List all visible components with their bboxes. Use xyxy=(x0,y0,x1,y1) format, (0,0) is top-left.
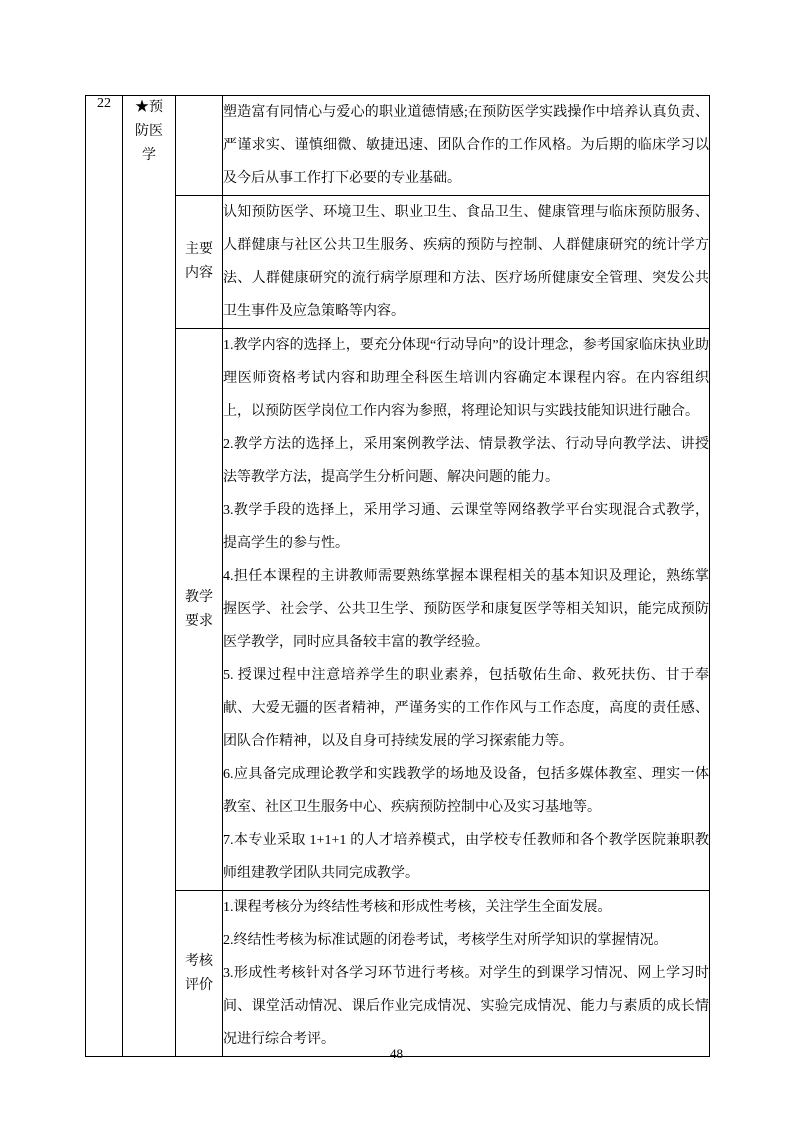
section-content-teaching-requirements xyxy=(223,329,710,891)
course-number-cell xyxy=(86,96,123,1057)
section-label: 考核评价 xyxy=(185,953,213,993)
section-label: 教学要求 xyxy=(185,589,213,629)
table-row xyxy=(86,96,710,196)
course-table xyxy=(85,95,710,1057)
paragraph: 1.课程考核分为终结性考核和形成性考核，关注学生全面发展。 xyxy=(223,900,612,915)
section-content-assessment xyxy=(223,891,710,1057)
paragraph: 5. 授课过程中注意培养学生的职业素养，包括敬佑生命、救死扶伤、甘于奉献、大爱无疆的医者精神，严谨务实的工作作风与工作态度，高度的责任感、团队合作精神，以及自身可持续发展的学习探索能力等。 xyxy=(223,668,709,749)
paragraph: 2.终结性考核为标准试题的闭卷考试，考核学生对所学知识的掌握情况。 xyxy=(223,933,668,948)
section-label: 主要内容 xyxy=(185,242,213,281)
paragraph: 7.本专业采取 1+1+1 的人才培养模式，由学校专任教师和各个教学医院兼职教师组建教学团队共同完成教学。 xyxy=(223,833,709,881)
section-label-cell-assessment xyxy=(176,891,223,1057)
paragraph: 6.应具备完成理论教学和实践教学的场地及设备，包括多媒体教室、理实一体教室、社区卫生服务中心、疾病预防控制中心及实习基地等。 xyxy=(223,767,709,815)
course-number: 22 xyxy=(97,96,111,111)
section-content-main-content xyxy=(223,196,710,329)
paragraph: 4.担任本课程的主讲教师需要熟练掌握本课程相关的基本知识及理论，熟练掌握医学、社会学、公共卫生学、预防医学和康复医学等相关知识，能完成预防医学教学，同时应具备较丰富的教学经验。 xyxy=(223,569,709,650)
paragraph: 2.教学方法的选择上，采用案例教学法、情景教学法、行动导向教学法、讲授法等教学方法，提高学生分析问题、解决问题的能力。 xyxy=(223,437,709,485)
section-label-cell-main-content xyxy=(176,196,223,329)
section-label-cell-teaching-requirements xyxy=(176,329,223,891)
paragraph: 认知预防医学、环境卫生、职业卫生、食品卫生、健康管理与临床预防服务、人群健康与社区公共卫生服务、疾病的预防与控制、人群健康研究的统计学方法、人群健康研究的流行病学原理和方法、医疗场所健康安全管理、突发公共卫生事件及应急策略等内容。 xyxy=(223,205,709,319)
paragraph: 塑造富有同情心与爱心的职业道德情感;在预防医学实践操作中培养认真负责、严谨求实、谨慎细微、敏捷迅速、团队合作的工作风格。为后期的临床学习以及今后从事工作打下必要的专业基础。 xyxy=(223,105,709,186)
table-row xyxy=(86,329,710,891)
table-row xyxy=(86,891,710,1057)
paragraph: 3.形成性考核针对各学习环节进行考核。对学生的到课学习情况、网上学习时间、课堂活动情况、课后作业完成情况、实验完成情况、能力与素质的成长情况进行综合考评。 xyxy=(223,966,709,1047)
course-name-cell xyxy=(123,96,176,1057)
paragraph: 3.教学手段的选择上，采用学习通、云课堂等网络教学平台实现混合式教学，提高学生的参与性。 xyxy=(223,503,709,551)
paragraph: 1.教学内容的选择上，要充分体现“行动导向”的设计理念，参考国家临床执业助理医师资格考试内容和助理全科医生培训内容确定本课程内容。在内容组织上，以预防医学岗位工作内容为参照，将理论知识与实践技能知识进行融合。 xyxy=(223,338,709,419)
section-label-cell-continuation xyxy=(176,96,223,196)
table-row xyxy=(86,196,710,329)
section-content-objectives-continuation xyxy=(223,96,710,196)
page-number: 48 xyxy=(390,1046,403,1061)
course-name: ★预防医学 xyxy=(135,100,163,163)
